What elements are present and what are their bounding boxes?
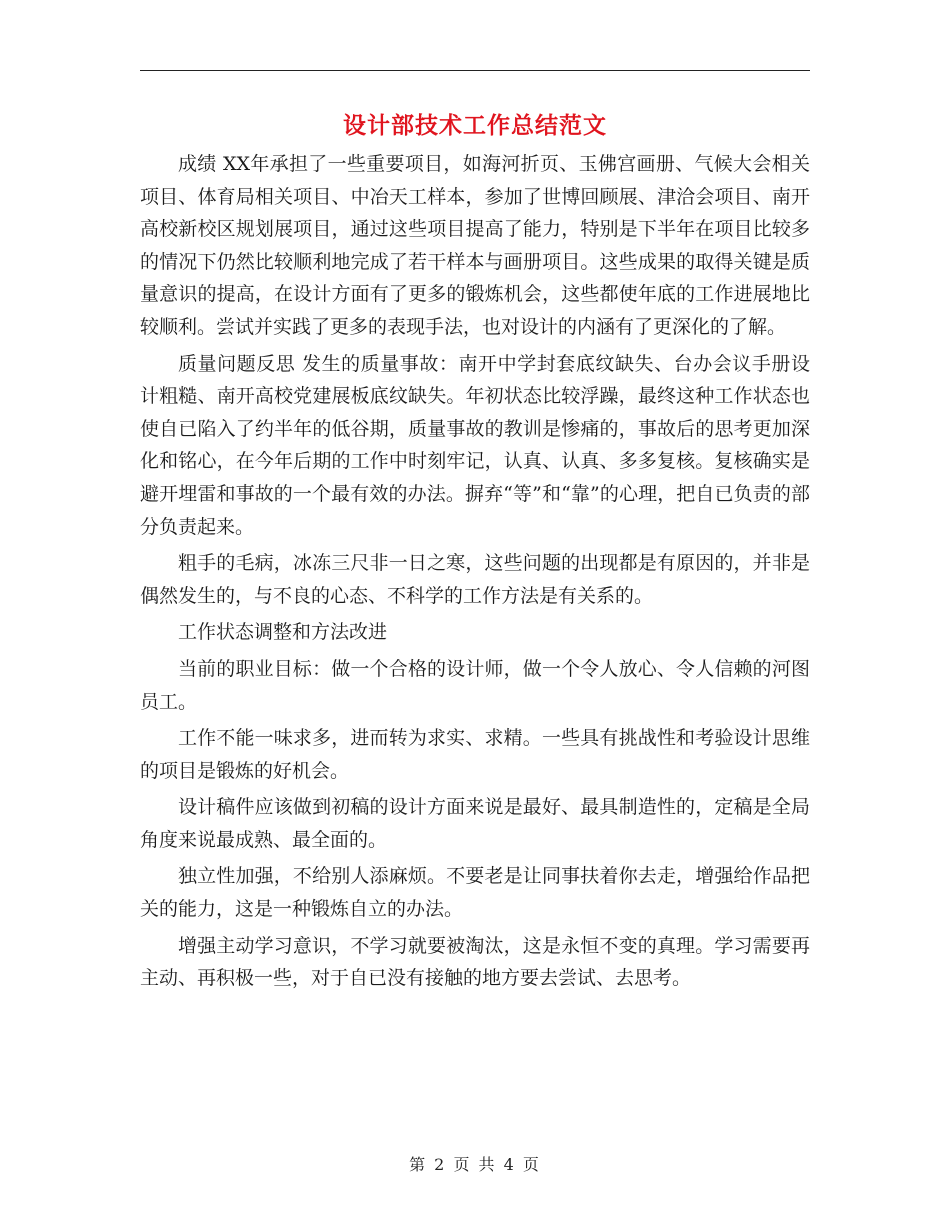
- paragraph-active-learning: 增强主动学习意识，不学习就要被淘汰，这是永恒不变的真理。学习需要再主动、再积极一些，对于自已没有接触的地方要去尝试、去思考。: [140, 934, 810, 990]
- section-heading-adjustment: 工作状态调整和方法改进: [178, 621, 388, 644]
- paragraph-independence: 独立性加强，不给别人添麻烦。不要老是让同事扶着你去走，增强给作品把关的能力，这是一种锻炼自立的办法。: [140, 865, 810, 921]
- paragraph-quality-reflection: 质量问题反思 发生的质量事故：南开中学封套底纹缺失、台办会议手册设计粗糙、南开高校党建展板底纹缺失。年初状态比较浮躁，最终这种工作状态也使自已陷入了约半年的低谷期，质量事故的教训是惨痛的，事故后的思考更加深化和铭心，在今年后期的工作中时刻牢记，认真、认真、多多复核。复核确实是避开埋雷和事故的一个最有效的办法。摒弃“等”和“靠”的心理，把自已负责的部分负责起来。: [140, 352, 810, 538]
- document-body: [140, 148, 810, 999]
- paragraph-achievements: 成绩 XX年承担了一些重要项目，如海河折页、玉佛宫画册、气候大会相关项目、体育局相关项目、中冶天工样本，参加了世博回顾展、津洽会项目、南开高校新校区规划展项目，通过这些项目提高了能力，特别是下半年在项目比较多的情况下仍然比较顺利地完成了若干样本与画册项目。这些成果的取得关键是质量意识的提高，在设计方面有了更多的锻炼机会，这些都使年底的工作进展地比较顺利。尝试并实践了更多的表现手法，也对设计的内涵有了更深化的了解。: [140, 153, 810, 338]
- header-rule: [140, 70, 810, 71]
- paragraph-draft-standards: 设计稿件应该做到初稿的设计方面来说是最好、最具制造性的，定稿是全局角度来说最成熟、最全面的。: [140, 796, 810, 851]
- paragraph-careless-habits: 粗手的毛病，冰冻三尺非一日之寒，这些问题的出现都是有原因的，并非是偶然发生的，与不良的心态、不科学的工作方法是有关系的。: [140, 552, 810, 607]
- page-number-footer: 第 2 页 共 4 页: [409, 1155, 541, 1174]
- paragraph-quality-over-quantity: 工作不能一味求多，进而转为求实、求精。一些具有挑战性和考验设计思维的项目是锻炼的好机会。: [140, 727, 810, 782]
- paragraph-career-goal: 当前的职业目标：做一个合格的设计师，做一个令人放心、令人信赖的河图员工。: [140, 657, 810, 713]
- document-title: 设计部技术工作总结范文: [343, 112, 607, 139]
